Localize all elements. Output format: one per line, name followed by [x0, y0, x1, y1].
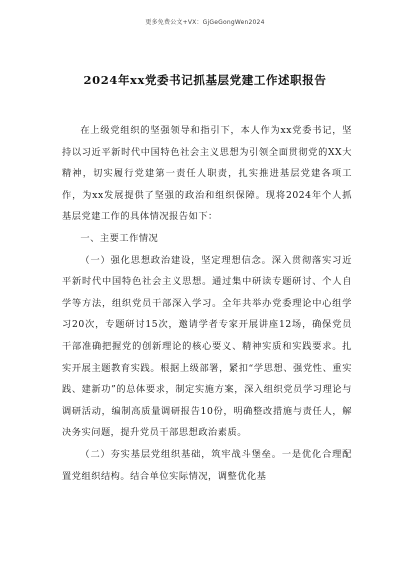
- document-body: [62, 120, 352, 487]
- intro-paragraph: 在上级党组织的坚强领导和指引下，本人作为xx党委书记，坚持以习近平新时代中国特色社会主义思想为引领全面贯彻党的XX大精神，切实履行党建第一责任人职责，扎实推进基层党建各项工作，为xx发展提供了坚强的政治和组织保障。现将2024年个人抓基层党建工作的具体情况报告如下：: [62, 125, 352, 223]
- body-paragraph: （二）夯实基层党组织基础，筑牢战斗堡垒。一是优化合理配置党组织结构。结合单位实际情况，调整优化基: [62, 448, 352, 482]
- header-note: 更多免费公文+VX：GjGeGongWen2024: [145, 19, 265, 26]
- body-paragraph: （一）强化思想政治建设，坚定理想信念。深入贯彻落实习近平新时代中国特色社会主义思想。通过集中研读专题研讨、个人自学等方法，组织党员干部深入学习。全年共举办党委理论中心组学习20次，专题研讨15次，邀请学者专家开展讲座12场，确保党员干部准确把握党的创新理论的核心要义、精神实质和实践要求。扎实开展主题教育实践。根据上级部署，紧扣“学思想、强党性、重实践、建新功”的总体要求，制定实施方案，深入组织党员学习理论与调研活动，编制高质量调研报告10份，明确整改措施与责任人，解决务实问题，提升党员干部思想政治素质。: [62, 254, 352, 439]
- section-heading: 一、主要工作情况: [80, 232, 159, 244]
- document-title: 2024年xx党委书记抓基层党建工作述职报告: [83, 73, 327, 87]
